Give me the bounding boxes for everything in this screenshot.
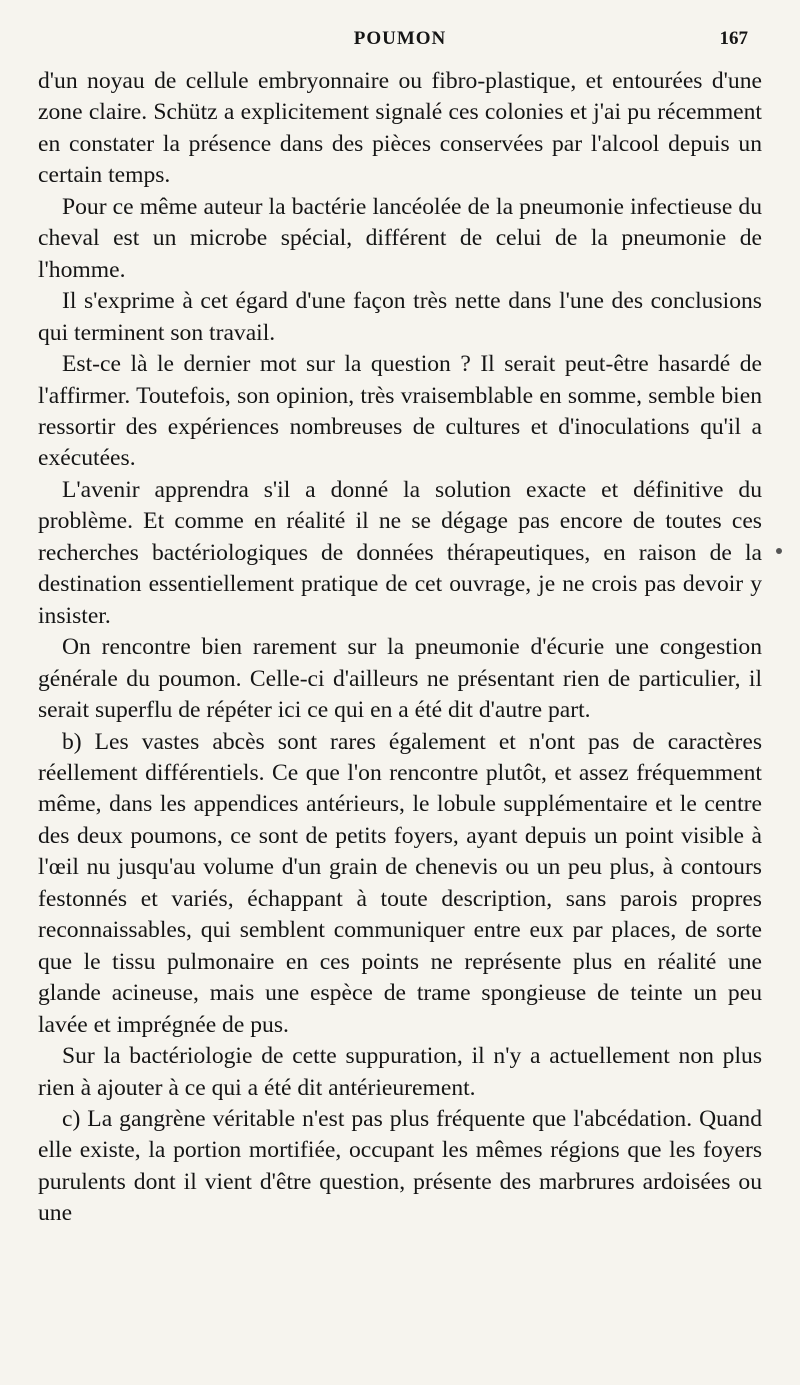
margin-dot xyxy=(776,548,782,554)
paragraph: Est-ce là le dernier mot sur la question ? Il serait peut-être hasardé de l'affirmer. Toutefois, son opinion, très vraisemblable en somme, semble bien ressortir des expériences nombreuses de cultures et d'inoculations qu'il a exécutées. xyxy=(38,351,762,472)
page-number: 167 xyxy=(719,28,748,49)
paragraph-section-b: b) Les vastes abcès sont rares également et n'ont pas de caractères réellement différentiels. Ce que l'on rencontre plutôt, et assez fréquemment même, dans les appendices antérieurs, le lobule supplémentaire et le centre des deux poumons, ce sont de petits foyers, ayant depuis un point visible à l'œil nu jusqu'au volume d'un grain de chenevis ou un peu plus, à contours festonnés et variés, échappant à toute description, sans parois propres reconnaissables, qui semblent communiquer entre eux par places, de sorte que le tissu pulmonaire en ces points ne représente plus en réalité une glande acineuse, mais une espèce de trame spongieuse de teinte un peu lavée et imprégnée de pus. xyxy=(38,728,762,1038)
paragraph: L'avenir apprendra s'il a donné la solution exacte et définitive du problème. Et comme en réalité il ne se dégage pas encore de toutes ces recherches bactériologiques de données thérapeutiques, en raison de la destination essentiellement pratique de cet ouvrage, je ne crois pas devoir y insister. xyxy=(38,476,762,629)
page-header xyxy=(0,28,800,58)
paragraph: Il s'exprime à cet égard d'une façon très nette dans l'une des conclusions qui terminent son travail. xyxy=(38,288,762,346)
paragraph: On rencontre bien rarement sur la pneumonie d'écurie une congestion générale du poumon. Celle-ci d'ailleurs ne présentant rien de particulier, il serait superflu de répéter ici ce qui en a été dit d'autre part. xyxy=(38,634,762,724)
running-title: POUMON xyxy=(353,28,447,49)
paragraph: Sur la bactériologie de cette suppuration, il n'y a actuellement non plus rien à ajouter à ce qui a été dit antérieurement. xyxy=(38,1043,762,1101)
paragraph-continuation: d'un noyau de cellule embryonnaire ou fibro-plastique, et entourées d'une zone claire. Schütz a explicitement signalé ces colonies et j'ai pu récemment en constater la présence dans des pièces conservées par l'alcool depuis un certain temps. xyxy=(38,68,762,189)
body-text xyxy=(38,66,762,1230)
paragraph-section-c: c) La gangrène véritable n'est pas plus fréquente que l'abcédation. Quand elle existe, la portion mortifiée, occupant les mêmes régions que les foyers purulents dont il vient d'être question, présente des marbrures ardoisées ou une xyxy=(38,1105,762,1227)
paragraph: Pour ce même auteur la bactérie lancéolée de la pneumonie infectieuse du cheval est un microbe spécial, différent de celui de la pneumonie de l'homme. xyxy=(38,193,762,283)
